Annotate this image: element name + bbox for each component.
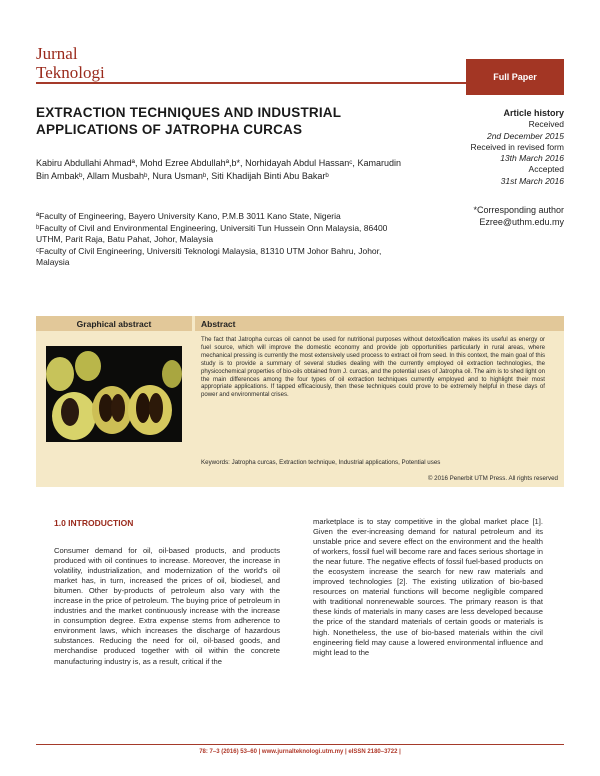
graphical-abstract-image bbox=[46, 346, 182, 442]
accepted-date: 31st March 2016 bbox=[500, 175, 564, 186]
article-history bbox=[414, 108, 564, 187]
received-date: 2nd December 2015 bbox=[486, 130, 564, 141]
corresponding-author bbox=[394, 204, 564, 228]
graphical-abstract-header: Graphical abstract bbox=[36, 316, 192, 331]
affiliation-c: ᶜFaculty of Civil Engineering, Universiti Teknologi Malaysia, 81310 UTM Johor Bahru, Johor, Malaysia bbox=[36, 245, 382, 268]
keywords: Keywords: Jatropha curcas, Extraction technique, Industrial applications, Potential uses bbox=[201, 459, 441, 466]
corresponding-email[interactable]: Ezree@uthm.edu.my bbox=[479, 217, 564, 227]
affiliation-b: ᵇFaculty of Civil and Environmental Engineering, Universiti Tun Hussein Onn Malaysia, 86400 UTHM, Parit Raja, Batu Pahat, Johor, Malaysia bbox=[36, 222, 388, 245]
revised-label: Received in revised form bbox=[470, 141, 564, 152]
affiliation-a: ªFaculty of Engineering, Bayero University Kano, P.M.B 3011 Kano State, Nigeria bbox=[36, 211, 341, 221]
author-list: Kabiru Abdullahi Ahmadª, Mohd Ezree Abdullahª,b*, Norhidayah Abdul Hassanᶜ, Kamarudin Bin Ambakᵇ, Allam Musbahᵇ, Nura Usmanᵇ, Siti Khadijah Binti Abu Bakarᵇ bbox=[36, 158, 401, 181]
corresponding-label: *Corresponding author bbox=[473, 205, 564, 215]
full-paper-badge: Full Paper bbox=[466, 59, 564, 95]
section-heading-introduction: 1.0 INTRODUCTION bbox=[54, 518, 134, 528]
received-label: Received bbox=[528, 119, 564, 130]
abstract-text: The fact that Jatropha curcas oil cannot be used for nutritional purposes without detoxification makes its useful as energy or fuel source, which will improve the domestic economy and provide job opportunities particularly in rural areas, where mechanical pressing is currently the most extensively used process to extract oil from seed. In this context, the main goal of this study is to provide a summary of several studies dealing with the currently employed oil extraction technologies, the physicochemical properties of bio-oils obtained from J. curcas, and the potential uses of Jatropha oil. The aim is to shed light on the main differences among the four types of oil extraction techniques currently employed and to highlight their most appropriate applications. If tapped efficaciously, then these techniques could prove to be extremely helpful in these days of power and environmental crises. bbox=[201, 336, 545, 399]
accepted-label: Accepted bbox=[528, 164, 564, 175]
journal-name bbox=[36, 44, 105, 82]
footer-rule bbox=[36, 744, 564, 745]
article-title: EXTRACTION TECHNIQUES AND INDUSTRIAL APPLICATIONS OF JATROPHA CURCAS bbox=[36, 105, 341, 137]
copyright-notice: © 2016 Penerbit UTM Press. All rights reserved bbox=[427, 475, 558, 482]
journal-name-line1: Jurnal bbox=[36, 44, 78, 63]
history-heading: Article history bbox=[503, 108, 564, 118]
introduction-left-column: Consumer demand for oil, oil-based products, and products produced with oil continues to increase. Moreover, the increase in volatility, industrialization, and modernization of the world's oil market has, in turn, increased the prices of oil, biodiesel, and bitumen. Other by-products of petroleum also vary with the increase in the price of petroleum. The buying price of petroleum in industries and the market continuously increase with the increase in consumption degree. Extra expense stems from adherence to environment laws, which increases the discharge of hazardous substances. Reducing the need for oil, oil-based goods, and merchandise produced together with oil within the concrete manufacturing industry is, as a result, critical if the bbox=[54, 546, 280, 666]
jatropha-fruits-illustration bbox=[46, 346, 182, 442]
abstract-header: Abstract bbox=[195, 316, 564, 331]
revised-date: 13th March 2016 bbox=[500, 153, 564, 164]
affiliations bbox=[36, 211, 406, 269]
page-footer: 78: 7–3 (2016) 53–60 | www.jurnalteknologi.utm.my | eISSN 2180–3722 | bbox=[199, 749, 401, 755]
journal-name-line2: Teknologi bbox=[36, 63, 105, 82]
introduction-right-column: marketplace is to stay competitive in the global market place [1]. Given the ever-increasing demand for natural petroleum and its unstable price and severe effect on the environment and the health of workers, fossil fuel will become rare and faces serious shortage in the near future. The negative effects of fossil fuel-based products on the ecosystem increase the search for new raw materials and improved technologies [2]. The existing utilization of bio-based resources on material functions will become negligible compared with traditional nonrenewable sources. The primary reason is that these kinds of materials in many cases are less developed because the price of the standard materials of certain goods or materials is high. Nonetheless, the use of bio-based materials within the civil engineering field may cause a lowered environmental influence and might lead to the bbox=[313, 517, 543, 657]
